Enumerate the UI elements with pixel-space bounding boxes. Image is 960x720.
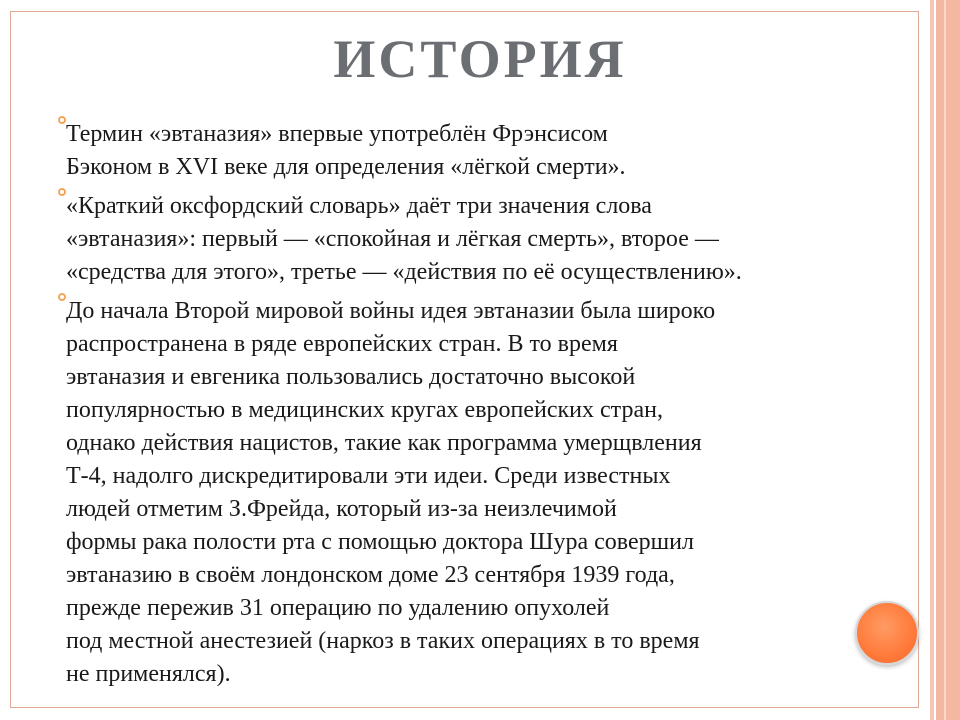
paragraph-line: прежде пережив 31 операцию по удалению опухолей (66, 595, 610, 621)
paragraph-line: популярностью в медицинских кругах европейских стран, (66, 397, 663, 423)
paragraph-line: эвтаназию в своём лондонском доме 23 сентября 1939 года, (66, 562, 675, 588)
paragraph-line: эвтаназия и евгеника пользовались достаточно высокой (66, 364, 636, 390)
right-stripe (930, 0, 934, 720)
right-stripe-wide (936, 0, 960, 720)
right-stripe-highlight (944, 0, 946, 720)
paragraph-line: под местной анестезией (наркоз в таких операциях в то время (66, 628, 700, 654)
paragraph-line: «средства для этого», третье — «действия по её осуществлению». (66, 259, 742, 285)
paragraph-line: людей отметим З.Фрейда, который из-за неизлечимой (66, 496, 617, 522)
paragraph-line: формы рака полости рта с помощью доктора Шура совершил (66, 529, 694, 555)
bullet-paragraph (66, 190, 906, 289)
bullet-paragraph (66, 118, 906, 184)
paragraph-line: однако действия нацистов, такие как программа умерщвления (66, 430, 702, 456)
bullet-ring-icon (58, 188, 66, 196)
slide-title: ИСТОРИЯ (333, 29, 627, 89)
bullet-ring-icon (58, 116, 66, 124)
slide-content (66, 118, 906, 697)
paragraph-line: «Краткий оксфордский словарь» даёт три значения слова (66, 193, 652, 219)
bullet-ring-icon (58, 293, 66, 301)
paragraph-line: До начала Второй мировой войны идея эвтаназии была широко (66, 298, 716, 324)
paragraph-line: Т-4, надолго дискредитировали эти идеи. Среди известных (66, 463, 671, 489)
paragraph-line: Бэконом в XVI веке для определения «лёгкой смерти». (66, 154, 626, 180)
decorative-orange-circle (855, 601, 919, 665)
paragraph-line: распространена в ряде европейских стран. В то время (66, 331, 618, 357)
bullet-paragraph (66, 295, 906, 691)
paragraph-line: не применялся). (66, 661, 231, 687)
paragraph-line: «эвтаназия»: первый — «спокойная и лёгкая смерть», второе — (66, 226, 719, 252)
paragraph-line: Термин «эвтаназия» впервые употреблён Фрэнсисом (66, 121, 608, 147)
